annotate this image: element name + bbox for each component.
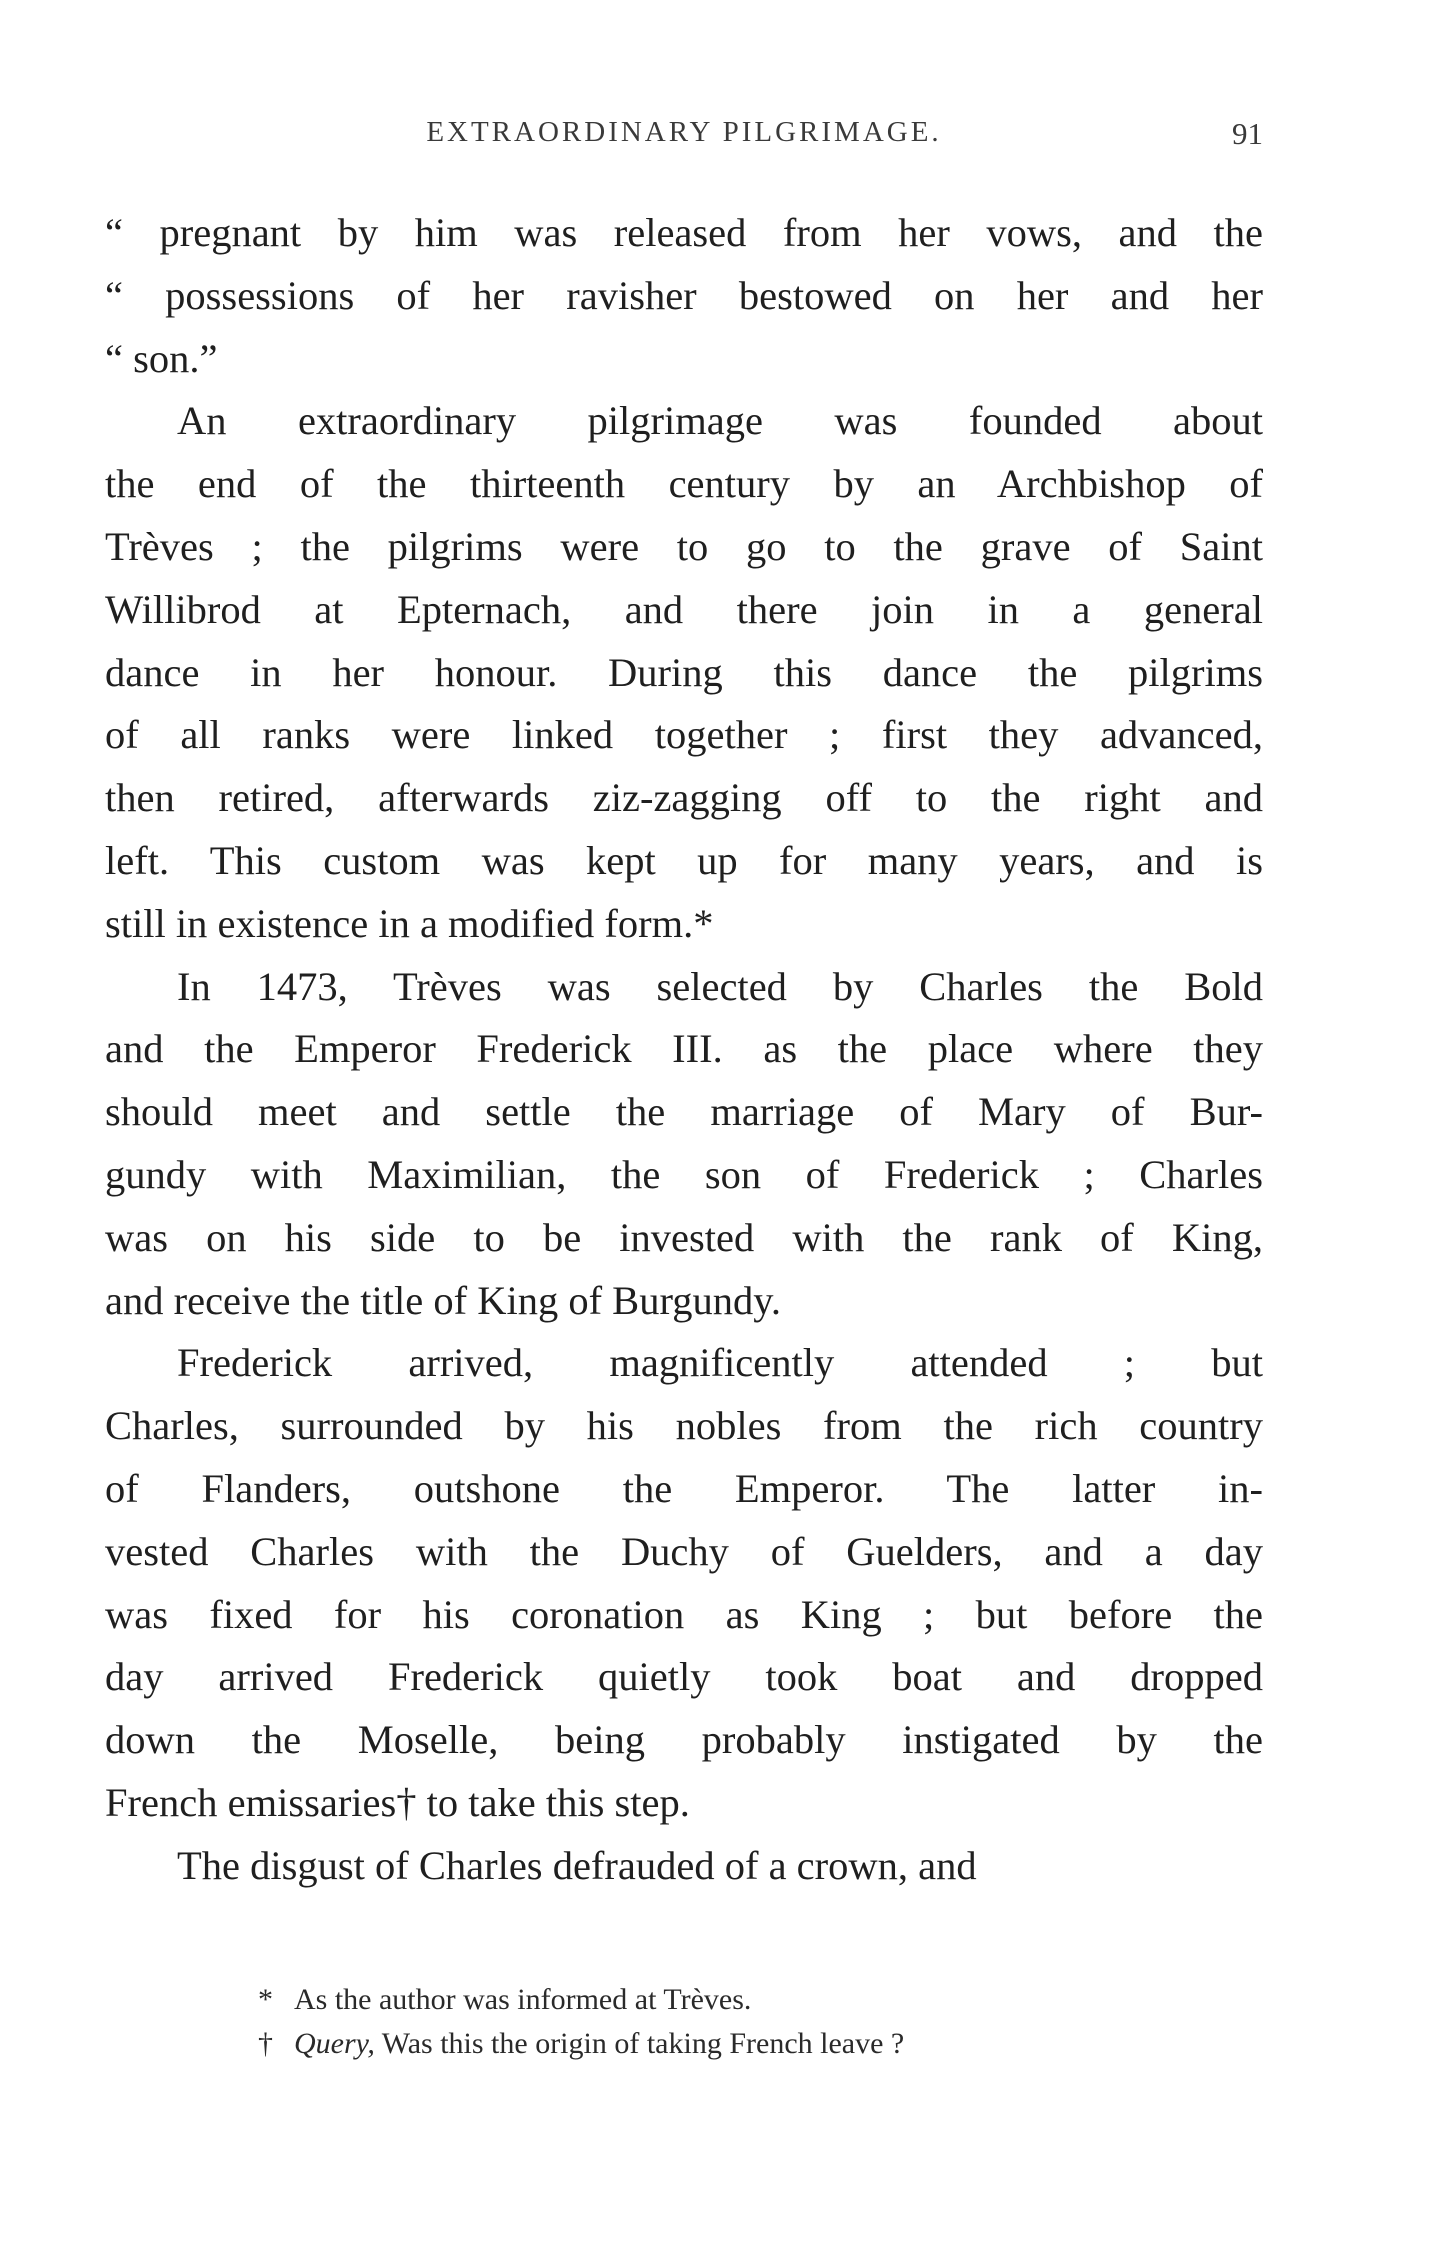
text-line: down the Moselle, being probably instigated by the [105,1717,1263,1763]
text-line: gundy with Maximilian, the son of Frederick ; Charles [105,1151,1263,1197]
footnote-text: As the author was informed at Trèves. [294,1983,752,2016]
text-line: left. This custom was kept up for many years, and is [105,837,1263,883]
text-line: of all ranks were linked together ; first they advanced, [105,712,1263,758]
text-line: then retired, afterwards ziz-zagging off to the right and [105,775,1263,821]
text-line: Willibrod at Epternach, and there join in a general [105,586,1263,632]
page-number: 91 [1232,116,1263,151]
text-line: Charles, surrounded by his nobles from the rich country [105,1403,1263,1449]
text-line: “ possessions of her ravisher bestowed on her and her [105,272,1263,318]
paragraph-start-line: In 1473, Trèves was selected by Charles the Bold [177,963,1263,1009]
footnote-marker: † [258,2027,273,2060]
text-line: and receive the title of King of Burgundy. [105,1277,781,1323]
text-line: should meet and settle the marriage of Mary of Bur- [105,1089,1263,1135]
text-line: Trèves ; the pilgrims were to go to the grave of Saint [105,523,1263,569]
text-line: of Flanders, outshone the Emperor. The latter in- [105,1465,1263,1511]
paragraph-start-line: An extraordinary pilgrimage was founded about [177,398,1263,444]
footnote-lead: Query, [294,2027,375,2060]
text-line: “ pregnant by him was released from her vows, and the [105,210,1263,255]
body-text [105,202,1263,1898]
footnotes [258,1978,1258,2066]
running-title: EXTRAORDINARY PILGRIMAGE. [426,116,942,148]
text-line: “ son.” [105,335,218,381]
text-line: the end of the thirteenth century by an Archbishop of [105,461,1263,507]
footnote [258,2022,1258,2066]
text-line: and the Emperor Frederick III. as the place where they [105,1026,1263,1072]
running-head [105,116,1263,160]
text-line: still in existence in a modified form.* [105,900,714,946]
text-line: dance in her honour. During this dance the pilgrims [105,649,1263,695]
text-line: was fixed for his coronation as King ; but before the [105,1591,1263,1637]
text-line: French emissaries† to take this step. [105,1779,690,1825]
text-line: day arrived Frederick quietly took boat and dropped [105,1654,1263,1700]
footnote-marker: * [258,1983,273,2016]
text-line: was on his side to be invested with the rank of King, [105,1214,1263,1260]
paragraph-start-line: The disgust of Charles defrauded of a crown, and [177,1842,977,1888]
paragraph-start-line: Frederick arrived, magnificently attended ; but [177,1340,1263,1386]
footnote [258,1978,1258,2022]
footnote-text: Was this the origin of taking French leave ? [381,2027,905,2060]
text-line: vested Charles with the Duchy of Guelders, and a day [105,1528,1263,1574]
